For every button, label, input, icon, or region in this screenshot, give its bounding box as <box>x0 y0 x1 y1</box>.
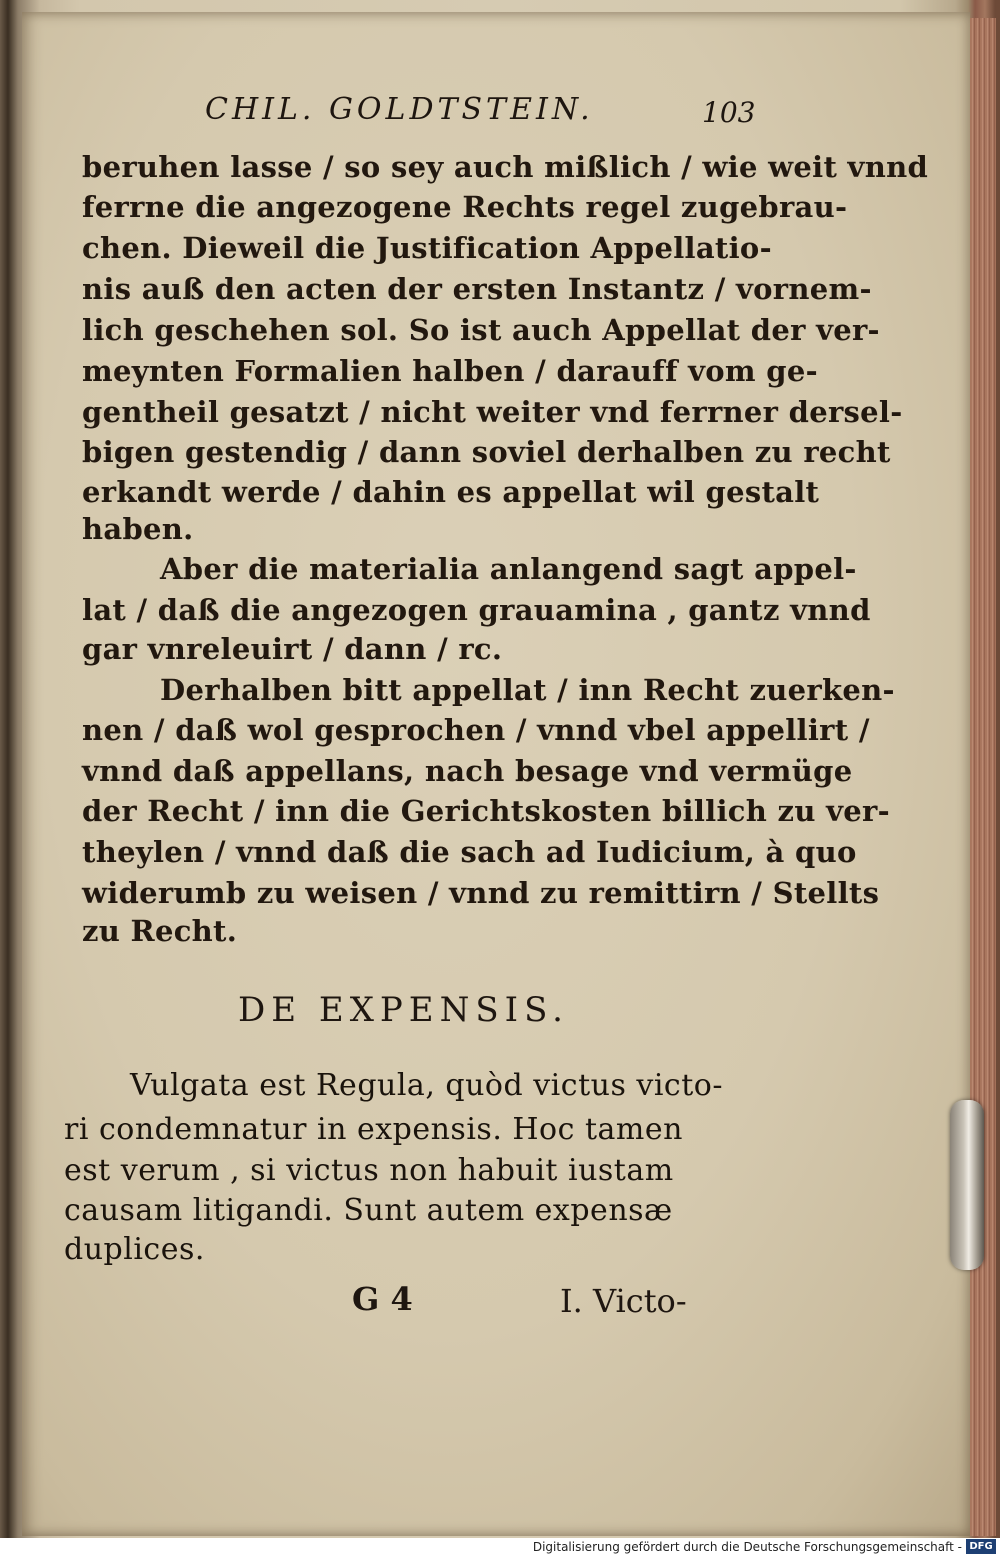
latin-line: ri condemnatur in expensis. Hoc tamen <box>64 1112 683 1147</box>
dfg-logo: DFG <box>966 1539 996 1554</box>
signature-mark: G 4 <box>352 1280 413 1318</box>
german-line: vnnd daß appellans, nach besage vnd vermüge <box>82 754 853 788</box>
latin-line: causam litigandi. Sunt autem expensæ <box>64 1193 673 1228</box>
german-line: zu Recht. <box>82 914 238 948</box>
german-line: meynten Formalien halben / darauff vom ge- <box>82 354 818 388</box>
german-line: erkandt werde / dahin es appellat wil gestalt <box>82 475 820 509</box>
german-line: gar vnreleuirt / dann / rc. <box>82 632 503 666</box>
german-line: der Recht / inn die Gerichtskosten billich zu ver- <box>82 794 890 828</box>
section-heading: DE EXPENSIS. <box>238 990 569 1030</box>
german-line: bigen gestendig / dann soviel derhalben zu recht <box>82 435 891 469</box>
credit-text: Digitalisierung gefördert durch die Deutsche Forschungsgemeinschaft - <box>532 1540 962 1554</box>
latin-line: est verum , si victus non habuit iustam <box>64 1153 674 1188</box>
page-edges <box>966 18 996 1536</box>
page-clip <box>950 1100 984 1270</box>
german-line: gentheil gesatzt / nicht weiter vnd ferrner dersel- <box>82 395 903 429</box>
german-line: nis auß den acten der ersten Instantz / vornem- <box>82 272 872 306</box>
catchword: I. Victo- <box>560 1282 687 1320</box>
german-line: chen. Dieweil die Justification Appellatio- <box>82 231 772 265</box>
running-head: CHIL. GOLDTSTEIN. <box>205 92 594 127</box>
german-line: ferrne die angezogene Rechts regel zugebrau- <box>82 190 848 224</box>
latin-line: duplices. <box>64 1232 205 1267</box>
german-line: lat / daß die angezogen grauamina , gantz vnnd <box>82 593 871 627</box>
german-line: beruhen lasse / so sey auch mißlich / wie weit vnnd <box>82 150 929 184</box>
german-line: nen / daß wol gesprochen / vnnd vbel appellirt / <box>82 713 870 747</box>
german-line: theylen / vnnd daß die sach ad Iudicium, à quo <box>82 835 857 869</box>
page-number: 103 <box>702 96 756 129</box>
german-line: haben. <box>82 512 194 546</box>
latin-line: Vulgata est Regula, quòd victus victo- <box>130 1068 723 1103</box>
german-line: Aber die materialia anlangend sagt appel- <box>160 552 857 586</box>
german-line: widerumb zu weisen / vnnd zu remittirn / Stellts <box>82 876 880 910</box>
german-line: lich geschehen sol. So ist auch Appellat der ver- <box>82 313 880 347</box>
german-line: Derhalben bitt appellat / inn Recht zuerken- <box>160 673 895 707</box>
